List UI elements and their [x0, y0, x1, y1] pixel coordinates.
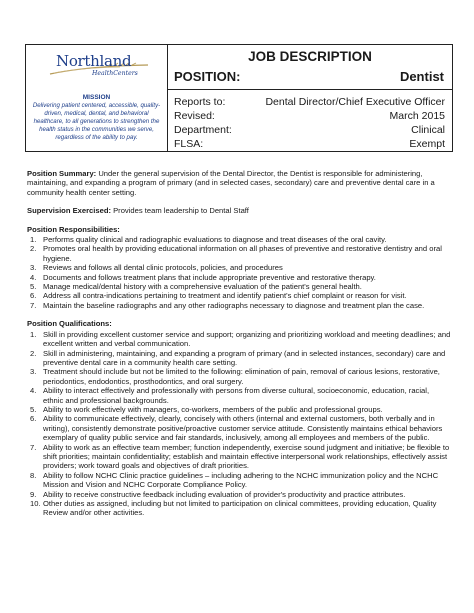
revised-value: March 2015 — [389, 110, 445, 122]
list-number: 6. — [30, 291, 37, 301]
list-number: 1. — [30, 329, 37, 339]
list-item-text: Skill in providing excellent customer service and support; organizing and prioritizing workload and meeting deadlines; and excellent written and verbal communication. — [43, 329, 451, 349]
responsibility-item — [27, 273, 451, 282]
qualifications-list — [27, 330, 451, 518]
list-number: 3. — [30, 367, 37, 377]
flsa-value: Exempt — [409, 138, 445, 150]
qualification-item — [27, 367, 451, 386]
responsibility-item — [27, 263, 451, 272]
list-item-text: Documents and follows treatment plans that include appropriate preventive and restorative therapy. — [43, 272, 376, 282]
reports-to-value: Dental Director/Chief Executive Officer — [265, 96, 445, 108]
qualifications-heading: Position Qualifications: — [27, 319, 112, 329]
header-divider — [168, 89, 452, 90]
responsibility-item — [27, 291, 451, 300]
department-value: Clinical — [411, 124, 445, 136]
supervision-text: Provides team leadership to Dental Staff — [111, 206, 249, 216]
revised-label: Revised: — [174, 110, 215, 122]
list-number: 5. — [30, 404, 37, 414]
northland-logo — [48, 50, 152, 84]
list-item-text: Treatment should include but not be limited to the following: elimination of pain, removal of carious lesions, restorative, periodontics, endodontics, prosthodontics, and oral surgery. — [43, 367, 440, 386]
responsibility-item — [27, 301, 451, 310]
qualification-item — [27, 499, 451, 518]
list-item-text: Ability to communicate effectively, clearly, concisely with others (internal and external customers, both verbally and in writing), consistently demonstrate positive/proactive customer service attitude. Consistently maintains ethical behaviors exemplary of quality public service and fair standards, inclusively, among all employees and members of the public. — [43, 414, 443, 443]
department-label: Department: — [174, 124, 232, 136]
position-panel — [168, 45, 452, 151]
list-item-text: Address all contra-indications pertaining to treatment and identify patient's chief complaint or reason for visit. — [43, 291, 407, 301]
qualification-item — [27, 330, 451, 349]
responsibilities-list — [27, 235, 451, 310]
qualification-item — [27, 349, 451, 368]
list-item-text: Ability to receive constructive feedback including evaluation of provider's productivity and practice attributes. — [43, 489, 406, 499]
flsa-label: FLSA: — [174, 138, 204, 150]
list-number: 5. — [30, 282, 37, 292]
logo-subtitle: HealthCenters — [92, 70, 138, 77]
list-number: 7. — [30, 442, 37, 452]
supervision-label: Supervision Exercised: — [27, 206, 111, 216]
responsibilities-heading: Position Responsibilities: — [27, 224, 120, 234]
list-number: 9. — [30, 489, 37, 499]
organization-panel — [26, 45, 168, 151]
list-number: 3. — [30, 263, 37, 273]
qualification-item — [27, 443, 451, 471]
list-number: 10. — [30, 499, 41, 508]
summary-label: Position Summary: — [27, 169, 97, 178]
list-number: 2. — [30, 348, 37, 358]
list-item-text: Reviews and follows all dental clinic protocols, policies, and procedures — [43, 263, 283, 273]
mission-text: Delivering patient centered, accessible, quality-driven, medical, dental, and behavioral healthcare, to all generations to strengthen the health status in the communities we serve, regardless of the ability to pay. — [32, 102, 161, 142]
logo-name: Northland — [56, 52, 132, 70]
responsibility-item — [27, 244, 451, 263]
list-item-text: Other duties as assigned, including but not limited to participation on clinical committees, providing education, Quality Review and/or other activities. — [43, 499, 437, 518]
list-item-text: Manage medical/dental history with a comprehensive evaluation of the patient's general health. — [43, 282, 362, 292]
responsibility-item — [27, 282, 451, 291]
list-number: 8. — [30, 470, 37, 480]
list-item-text: Promotes oral health by providing educational information on all phases of preventive and restorative dentistry and oral hygiene. — [43, 244, 442, 263]
qualification-item — [27, 405, 451, 414]
list-number: 7. — [30, 300, 37, 310]
document-body — [27, 169, 451, 527]
position-summary — [27, 169, 451, 197]
list-number: 2. — [30, 244, 37, 254]
list-item-text: Performs quality clinical and radiographic evaluations to diagnose and treat diseases of the oral cavity. — [43, 235, 387, 245]
reports-to-label: Reports to: — [174, 96, 226, 108]
list-number: 4. — [30, 386, 37, 396]
position-label: POSITION: — [174, 69, 241, 84]
job-header — [25, 44, 453, 152]
document-title: JOB DESCRIPTION — [248, 49, 372, 64]
list-number: 1. — [30, 235, 37, 245]
position-value: Dentist — [399, 69, 444, 84]
qualification-item — [27, 414, 451, 442]
qualification-item — [27, 471, 451, 490]
list-number: 6. — [30, 414, 37, 424]
list-item-text: Maintain the baseline radiographs and any other radiographs necessary to diagnose and treatment plan the case. — [43, 300, 425, 310]
mission-heading: MISSION — [82, 94, 111, 101]
list-item-text: Ability to work as an effective team member; function independently, exercise sound judgment and initiative; be flexible to shift priorities; maintain confidentiality; establish and maintain effective interpersonal work relationships, effectively assist providers; work toward goals and objectives of draft priorities. — [43, 442, 450, 471]
supervision-exercised — [27, 206, 451, 215]
qualification-item — [27, 386, 451, 405]
list-item-text: Ability to follow NCHC Clinic practice guidelines – including adhering to the NCHC immunization policy and the NCHC Mission and Vision and NCHC Corporate Compliance Policy. — [43, 470, 439, 490]
list-item-text: Ability to interact effectively and professionally with persons from diverse cultural, socioeconomic, education, racial, ethnic and professional backgrounds. — [43, 386, 430, 405]
list-item-text: Ability to work effectively with managers, co-workers, members of the public and professional groups. — [43, 404, 383, 414]
list-item-text: Skill in administering, maintaining, and expanding a program of primary (and in selected instances, secondary) care and preventive dental care in a community health care setting. — [43, 348, 446, 367]
summary-text: Under the general supervision of the Dental Director, the Dentist is responsible for administering, maintaining, and expanding a program of primary (and in selected cases, secondary) care and preventive dental care in a community health center setting. — [27, 169, 435, 197]
list-number: 4. — [30, 272, 37, 282]
responsibility-item — [27, 235, 451, 244]
qualification-item — [27, 490, 451, 499]
